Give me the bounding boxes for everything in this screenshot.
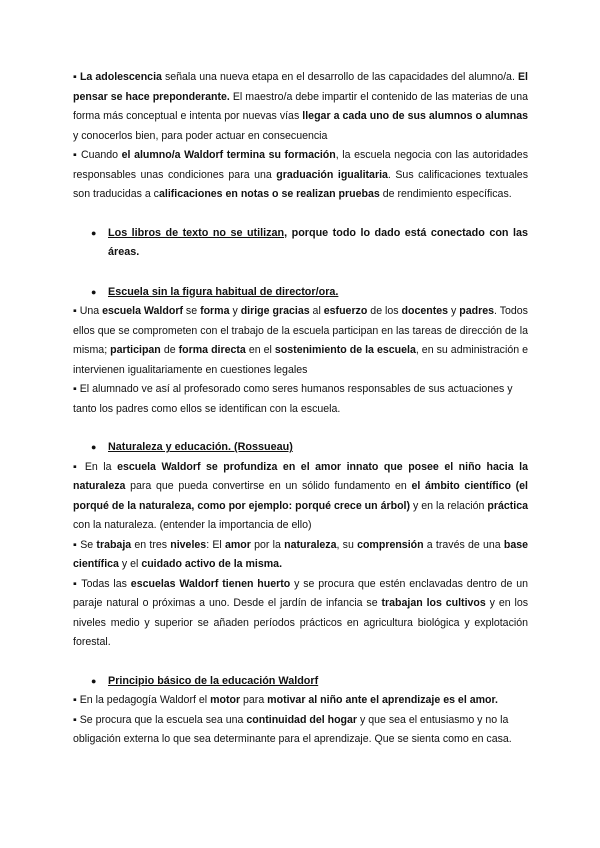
paragraph-naturaleza-3: ▪ Todas las escuelas Waldorf tienen huerto y se procura que estén enclavadas dentro de un paraje natural o próximas a uno. Desde el jardín de infancia se trabajan los cultivos y en los niveles medio y superior se añaden períodos prácticos en agricultura biológica y explotación forestal. [73, 577, 529, 648]
round-bullet-icon: ● [91, 675, 97, 686]
heading-principio: ● Principio básico de la educación Waldorf [73, 672, 528, 692]
heading-libros: ● Los libros de texto no se utilizan, porque todo lo dado está conectado con las áreas. [73, 224, 528, 263]
paragraph-director-2: ▪ El alumnado ve así al profesorado como seres humanos responsables de sus actuaciones y tanto los padres como ellos se identifican con la escuela. [73, 383, 513, 415]
paragraph-naturaleza-2: ▪ Se trabaja en tres niveles: El amor por la naturaleza, su comprensión a través de una base científica y el cuidado activo de la misma. [73, 538, 529, 570]
paragraph-principio-2: ▪ Se procura que la escuela sea una continuidad del hogar y que sea el entusiasmo y no la obligación externa lo que sea determinante para el aprendizaje. Que se sienta como en casa. [73, 713, 512, 745]
square-bullet-icon: ▪ [73, 694, 77, 706]
square-bullet-icon: ▪ [73, 460, 80, 473]
square-bullet-icon: ▪ [73, 305, 77, 317]
square-bullet-icon: ▪ [73, 71, 77, 83]
round-bullet-icon: ● [91, 227, 97, 238]
heading-director: ● Escuela sin la figura habitual de director/ora. [73, 283, 528, 303]
heading-naturaleza: ● Naturaleza y educación. (Rossueau) [73, 438, 528, 458]
paragraph-director-1: ▪ Una escuela Waldorf se forma y dirige gracias al esfuerzo de los docentes y padres. Todos ellos que se comprometen con el trabajo de la escuela participan en las tareas de dirección de la misma; participan de forma directa en el sostenimiento de la escuela, en su administración e intervienen igualitariamente en cuestiones legales [73, 305, 529, 376]
paragraph-principio-1: ▪ En la pedagogía Waldorf el motor para motivar al niño ante el aprendizaje es el amor. [73, 694, 498, 706]
paragraph-naturaleza-1: ▪ En la escuela Waldorf se profundiza en el amor innato que posee el niño hacia la naturaleza para que pueda convertirse en un sólido fundamento en el ámbito científico (el porqué de la naturaleza, como por ejemplo: porqué crece un árbol) y en la relación práctica con la naturaleza. (entender la importancia de ello) [73, 460, 528, 531]
square-bullet-icon: ▪ [73, 149, 78, 161]
round-bullet-icon: ● [91, 286, 97, 297]
square-bullet-icon: ▪ [73, 383, 77, 395]
square-bullet-icon: ▪ [73, 538, 78, 551]
square-bullet-icon: ▪ [73, 713, 77, 726]
round-bullet-icon: ● [91, 442, 97, 452]
paragraph-formacion: ▪ Cuando el alumno/a Waldorf termina su formación, la escuela negocia con las autoridades responsables unas condiciones para una graduación igualitaria. Sus calificaciones textuales son traducidas a calificaciones en notas o se realizan pruebas de rendimiento específicas. [73, 149, 529, 200]
document-page [73, 68, 528, 750]
square-bullet-icon: ▪ [73, 577, 78, 590]
paragraph-adolescencia: ▪ La adolescencia señala una nueva etapa en el desarrollo de las capacidades del alumno/a. El pensar se hace preponderante. El maestro/a debe impartir el contenido de las materias de una forma más conceptual e intenta por nuevas vías llegar a cada uno de sus alumnos o alumnas y conocerlos bien, para poder actuar en consecuencia [73, 71, 528, 142]
